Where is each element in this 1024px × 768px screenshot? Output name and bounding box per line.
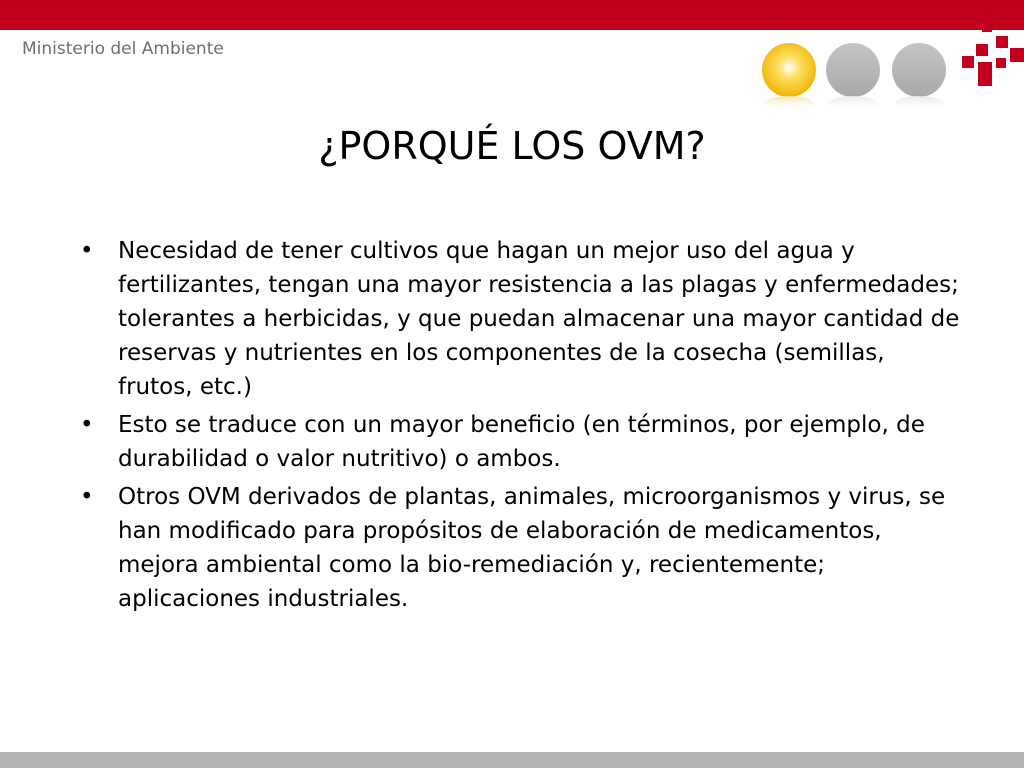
yellow-circle-icon xyxy=(762,43,816,112)
ministry-label: Ministerio del Ambiente xyxy=(22,39,224,59)
bottom-gray-bar xyxy=(0,752,1024,768)
bullet-item xyxy=(80,408,960,476)
top-red-bar xyxy=(0,0,1024,30)
bullet-text: Necesidad de tener cultivos que hagan un mejor uso del agua y fertilizantes, tengan una mayor resistencia a las plagas y enfermedades; tolerantes a herbicidas, y que puedan almacenar una mayor cantidad de reservas y nutrientes en los componentes de la cosecha (semillas, frutos, etc.) xyxy=(118,238,960,400)
gray-circle-icon xyxy=(892,43,946,112)
slide-title: ¿PORQUÉ LOS OVM? xyxy=(318,124,706,168)
bullet-dot-icon: • xyxy=(80,412,94,438)
bullet-item xyxy=(80,480,960,616)
bullet-text: Esto se traduce con un mayor beneficio (en términos, por ejemplo, de durabilidad o valor nutritivo) o ambos. xyxy=(118,412,925,472)
bullet-item xyxy=(80,234,960,404)
bullet-text: Otros OVM derivados de plantas, animales, microorganismos y virus, se han modificado para propósitos de elaboración de medicamentos, mejora ambiental como la bio-remediación y, recientemente; aplicaciones industriales. xyxy=(118,484,946,612)
bullet-dot-icon: • xyxy=(80,484,94,510)
bullet-dot-icon: • xyxy=(80,238,94,264)
ministry-logo-icon xyxy=(960,18,1024,90)
decorative-circles xyxy=(756,40,956,112)
bullet-list xyxy=(80,234,960,620)
gray-circle-icon xyxy=(826,43,880,112)
